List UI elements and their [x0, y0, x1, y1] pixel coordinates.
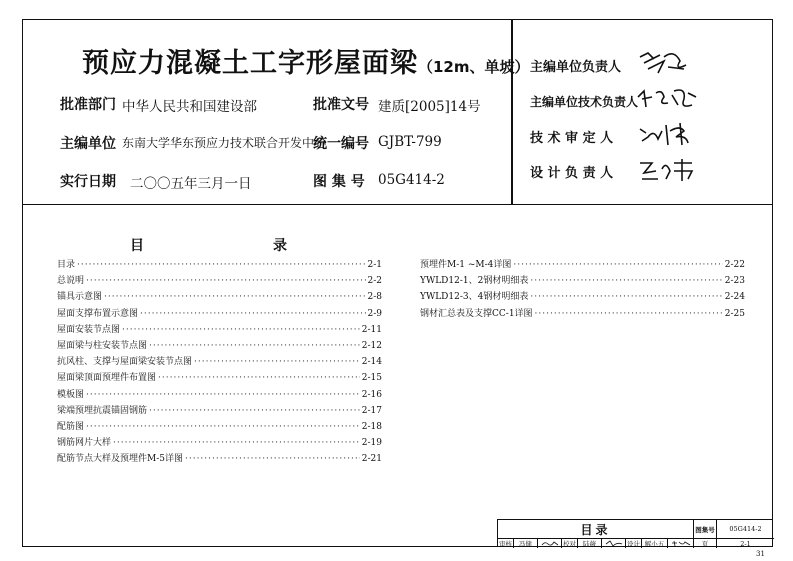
- toc-leader-dots: [122, 325, 360, 335]
- toc-entry-title: 配筋节点大样及预埋件M-5详图: [57, 454, 183, 465]
- chief-unit-responsible-label: 主编单位负责人: [530, 60, 622, 75]
- toc-entry-title: 屋面支撑布置示意图: [57, 308, 139, 319]
- atlas-no-label: 图集号: [694, 520, 717, 539]
- toc-heading-left: 目: [130, 238, 144, 254]
- technical-reviewer-label: 技 术 审 定 人: [530, 131, 614, 146]
- toc-leader-dots: [113, 438, 360, 448]
- toc-entry: [57, 338, 382, 351]
- toc-entry-page: 2-1: [367, 260, 382, 270]
- toc-entry: [420, 289, 745, 302]
- toc-leader-dots: [535, 309, 723, 319]
- header-block: [22, 19, 773, 205]
- approval-dept-label: 批准部门: [60, 97, 116, 113]
- check-label: 校对: [563, 540, 576, 548]
- toc-leader-dots: [158, 373, 360, 383]
- sheet-number: 31: [756, 550, 765, 558]
- toc-right-column: [420, 257, 745, 327]
- checker-signature: [602, 539, 626, 548]
- atlas-title-sub: （12m、单坡）: [418, 58, 530, 76]
- toc-entry: [57, 273, 382, 286]
- atlas-title-main: 预应力混凝土工字形屋面梁: [82, 48, 418, 79]
- drawing-title: 目录: [498, 520, 694, 539]
- toc-entry-page: 2-17: [361, 405, 382, 416]
- toc-leader-dots: [86, 390, 360, 400]
- toc-leader-dots: [140, 309, 365, 319]
- toc-entry-page: 2-21: [361, 454, 382, 465]
- page-label: 页: [694, 539, 717, 548]
- checker-signature-mark: [605, 540, 623, 547]
- toc-entry: [57, 370, 382, 383]
- toc-entry: [57, 257, 382, 270]
- atlas-title: [82, 41, 530, 80]
- toc-entry-title: YWLD12-1、2钢材明细表: [420, 276, 529, 287]
- signature-design-responsible: [636, 155, 700, 185]
- toc-leader-dots: [149, 341, 360, 351]
- designer-signature: [668, 539, 694, 548]
- toc-entry: [57, 322, 382, 335]
- toc-entry-page: 2-18: [361, 422, 382, 432]
- toc-leader-dots: [530, 276, 722, 286]
- toc-entry-title: 目录: [57, 260, 76, 270]
- toc-leader-dots: [530, 292, 722, 302]
- effective-date-label: 实行日期: [60, 174, 116, 190]
- atlas-number-label: 图 集 号: [313, 174, 365, 190]
- toc-entry-page: 2-25: [724, 308, 745, 319]
- toc-entry-title: 钢材汇总表及支撑CC-1详图: [420, 308, 533, 319]
- toc-entry-page: 2-19: [361, 438, 382, 449]
- toc-entry-page: 2-22: [724, 260, 745, 270]
- toc-leader-dots: [86, 276, 365, 286]
- signature-chief-unit: [634, 47, 694, 77]
- toc-entry-page: 2-15: [361, 373, 382, 384]
- toc-entry-title: YWLD12-3、4钢材明细表: [420, 292, 529, 303]
- toc-entry-page: 2-2: [367, 276, 382, 287]
- toc-leader-dots: [149, 406, 360, 416]
- toc-entry-page: 2-14: [361, 357, 382, 368]
- approval-doc-label: 批准文号: [313, 97, 369, 113]
- toc-entry: [57, 289, 382, 302]
- toc-entry-page: 2-8: [367, 292, 382, 303]
- signature-chief-tech: [634, 83, 704, 115]
- toc-entry: [420, 257, 745, 270]
- toc-entry: [57, 419, 382, 432]
- design-label: 设计: [627, 540, 640, 548]
- toc-heading-right: 录: [273, 238, 287, 254]
- editor-unit-label: 主编单位: [60, 136, 116, 152]
- review-label: 审核: [499, 540, 512, 548]
- toc-entry-title: 预埋件M-1 ~M-4详图: [420, 260, 512, 270]
- toc-entry-title: 屋面梁与柱安装节点图: [57, 341, 148, 351]
- page-number: 2-1: [740, 539, 751, 548]
- toc-entry-page: 2-9: [367, 308, 382, 319]
- title-block: [497, 519, 773, 547]
- chief-tech-responsible-label: 主编单位技术负责人: [530, 95, 639, 109]
- atlas-no-value: 05G414-2: [717, 520, 774, 539]
- toc-entry-page: 2-24: [724, 292, 745, 303]
- design-responsible-label: 设 计 负 责 人: [530, 166, 614, 181]
- toc-leader-dots: [513, 260, 722, 270]
- toc-entry-title: 梁端预埋抗震锚固钢筋: [57, 405, 148, 416]
- toc-leader-dots: [104, 292, 365, 302]
- toc-leader-dots: [77, 260, 365, 270]
- approval-dept-value: 中华人民共和国建设部: [122, 99, 257, 115]
- reviewer-signature-mark: [541, 540, 559, 547]
- toc-entry: [420, 273, 745, 286]
- checker-name: 陆薇: [578, 539, 602, 548]
- toc-entry: [57, 387, 382, 400]
- approval-doc-value: 建质[2005]14号: [378, 99, 481, 115]
- reviewer-name: 冯健: [514, 539, 538, 548]
- toc-entry-page: 2-16: [361, 389, 382, 400]
- toc-entry-title: 钢筋网片大样: [57, 438, 112, 449]
- toc-entry-title: 锚具示意图: [57, 292, 103, 303]
- designer-signature-mark: [671, 540, 691, 547]
- reviewer-signature: [538, 539, 562, 548]
- toc-entry: [420, 306, 745, 319]
- toc-entry-page: 2-12: [361, 341, 382, 351]
- effective-date-value: 二〇〇五年三月一日: [130, 176, 252, 192]
- toc-entry: [57, 354, 382, 367]
- toc-entry-title: 抗风柱、支撑与屋面梁安装节点图: [57, 357, 193, 368]
- toc-leader-dots: [194, 357, 360, 367]
- toc-leader-dots: [185, 454, 360, 464]
- toc-entry-title: 屋面梁顶面预埋件布置图: [57, 373, 157, 384]
- toc-entry-page: 2-11: [361, 324, 382, 335]
- toc-leader-dots: [86, 422, 360, 432]
- toc-entry-title: 模板图: [57, 389, 85, 400]
- designer-name: 解小五: [642, 539, 668, 548]
- toc-left-column: [57, 257, 382, 467]
- unified-number-value: GJBT-799: [378, 134, 442, 150]
- atlas-number-value: 05G414-2: [378, 172, 445, 188]
- toc-entry-page: 2-23: [724, 276, 745, 287]
- toc-entry-title: 屋面安装节点图: [57, 324, 121, 335]
- toc-entry: [57, 435, 382, 448]
- toc-entry-title: 配筋图: [57, 422, 85, 432]
- signature-technical-reviewer: [636, 119, 700, 149]
- toc-entry: [57, 306, 382, 319]
- editor-unit-value: 东南大学华东预应力技术联合开发中心: [122, 136, 327, 150]
- toc-entry: [57, 451, 382, 464]
- unified-number-label: 统一编号: [313, 136, 369, 152]
- toc-entry: [57, 403, 382, 416]
- toc-entry-title: 总说明: [57, 276, 85, 287]
